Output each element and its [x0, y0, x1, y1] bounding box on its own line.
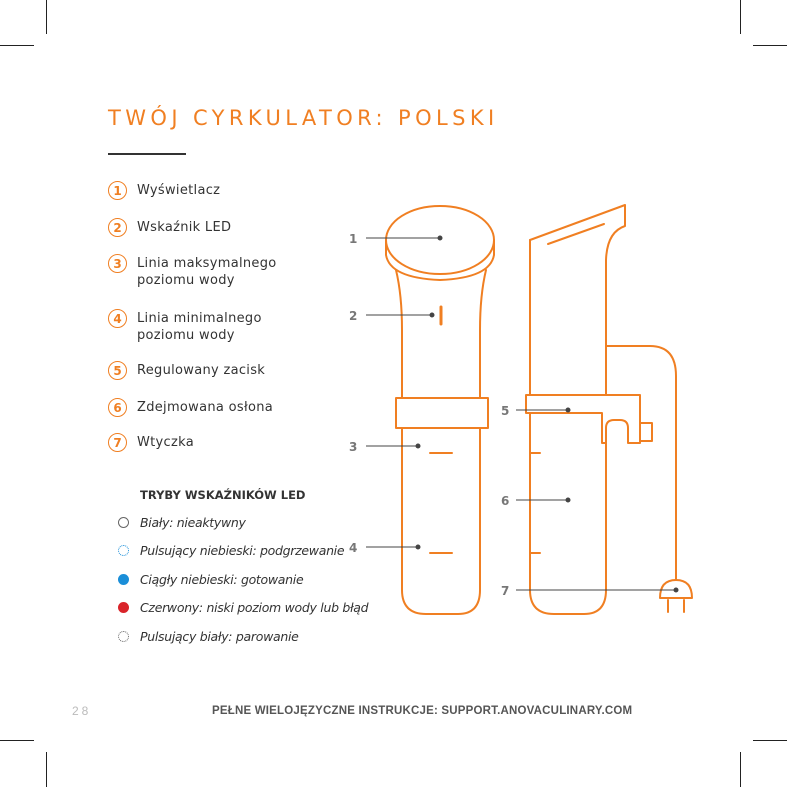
legend-number: 3: [108, 254, 127, 273]
callout-number: 4: [349, 541, 358, 555]
legend-number: 1: [108, 181, 127, 200]
led-mode-label: Ciągły niebieski: gotowanie: [140, 572, 304, 587]
front-skirt: [402, 428, 480, 614]
legend-label: Wyświetlacz: [137, 183, 221, 198]
side-skirt: [530, 413, 606, 614]
legend-label: Zdejmowana osłona: [137, 400, 274, 415]
page-title: TWÓJ CYRKULATOR: POLSKI: [108, 106, 499, 130]
callout-number: 2: [349, 309, 358, 323]
power-cord: [606, 346, 676, 580]
legend-number: 6: [108, 398, 127, 417]
led-mode-label: Biały: nieaktywny: [140, 515, 246, 530]
page-number: 28: [72, 704, 92, 718]
callout-number: 1: [349, 232, 358, 246]
led-modes-heading: TRYBY WSKAŹNIKÓW LED: [140, 488, 306, 502]
legend-number: 4: [108, 309, 127, 328]
side-head: [530, 205, 625, 340]
led-mode-label: Pulsujący niebieski: podgrzewanie: [140, 543, 345, 558]
legend-number: 7: [108, 433, 127, 452]
front-clamp-band: [396, 398, 488, 428]
legend-label: Linia minimalnego poziomu wody: [137, 311, 262, 343]
callout-number: 6: [501, 494, 510, 508]
legend-number: 5: [108, 361, 127, 380]
legend-label: Wskaźnik LED: [137, 220, 232, 235]
front-body: [396, 270, 402, 398]
callout-number: 7: [501, 584, 510, 598]
callout-number: 3: [349, 440, 358, 454]
legend-number: 2: [108, 218, 127, 237]
side-clamp: [526, 395, 640, 443]
led-mode-label: Pulsujący biały: parowanie: [140, 629, 299, 644]
legend-label: Linia maksymalnego poziomu wody: [137, 256, 277, 288]
legend-label: Regulowany zacisk: [137, 363, 266, 378]
callout-number: 5: [501, 404, 510, 418]
legend-label: Wtyczka: [137, 435, 194, 450]
led-mode-label: Czerwony: niski poziom wody lub błąd: [140, 600, 369, 615]
footer-support-text: PEŁNE WIELOJĘZYCZNE INSTRUKCJE: SUPPORT.ANOVACULINARY.COM: [212, 705, 633, 717]
